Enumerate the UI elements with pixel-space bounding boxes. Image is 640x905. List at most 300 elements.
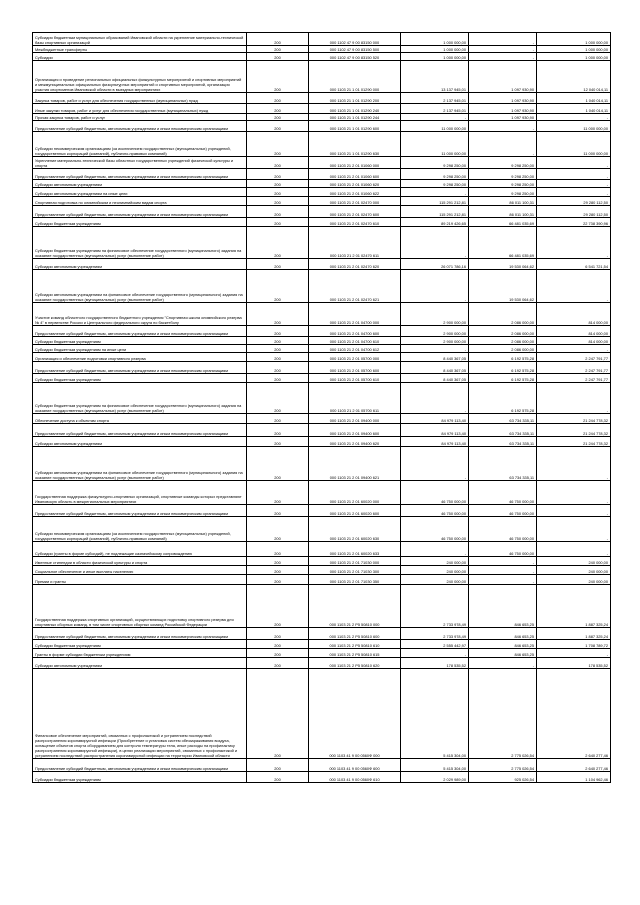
cell-b: 46 750 000,00 — [469, 505, 537, 517]
cell-code: 200 — [247, 772, 309, 783]
table-row — [33, 33, 611, 46]
cell-b: 66 481 035,69 — [469, 218, 537, 227]
cell-a: - — [401, 227, 469, 259]
cell-c: 1 104 962,46 — [537, 772, 611, 783]
table-row — [33, 383, 611, 414]
cell-desc: Иные закупки товаров, работ и услуг для обеспечения государственных (муниципальных) нужд — [33, 104, 247, 114]
cell-c: 1 708 789,72 — [537, 640, 611, 649]
cell-a: - — [401, 447, 469, 481]
cell-c: 2 247 791,77 — [537, 362, 611, 374]
table-row — [33, 437, 611, 447]
table-row — [33, 649, 611, 658]
table-row — [33, 362, 611, 374]
cell-cls: 000 1103 21 2 01 01060 000 — [309, 157, 401, 169]
cell-code: 200 — [247, 345, 309, 353]
cell-c: 2 247 791,77 — [537, 374, 611, 383]
cell-b: 63 734 335,11 — [469, 424, 537, 437]
cell-code: 200 — [247, 303, 309, 326]
cell-code: 200 — [247, 424, 309, 437]
cell-cls: 000 1103 21 2 P5 50810 610 — [309, 640, 401, 649]
cell-a: - — [401, 345, 469, 353]
cell-c: - — [537, 383, 611, 414]
cell-a: 26 071 786,16 — [401, 259, 469, 270]
cell-code: 200 — [247, 188, 309, 197]
cell-a: 178 535,52 — [401, 658, 469, 669]
cell-c: 1 040 014,11 — [537, 93, 611, 104]
cell-code: 200 — [247, 93, 309, 104]
cell-a: 9 298 250,00 — [401, 169, 469, 180]
cell-cls: 000 1102 47 9 00 83150 520 — [309, 53, 401, 61]
cell-c: - — [537, 542, 611, 557]
cell-desc: Организация и проведение региональных официальных физкультурных мероприятий и спортивных мероприятий и межмуниципальных официальных физкультурных мероприятий и спортивных мероприятий, организация участия спортсменов Ивановской области в выездных мероприятиях — [33, 61, 247, 93]
cell-a: 115 291 212,81 — [401, 197, 469, 206]
cell-c: 814 000,00 — [537, 337, 611, 345]
cell-b: - — [469, 132, 537, 157]
cell-code: 200 — [247, 640, 309, 649]
cell-code: 200 — [247, 658, 309, 669]
table-row — [33, 53, 611, 61]
cell-code: 200 — [247, 157, 309, 169]
table-row — [33, 337, 611, 345]
cell-b: - — [469, 46, 537, 53]
cell-code: 200 — [247, 505, 309, 517]
cell-desc: Предоставление субсидий бюджетным, автономным учреждениям и иным некоммерческим организациям — [33, 121, 247, 132]
cell-cls: 000 1103 21 2 01 60020 630 — [309, 517, 401, 542]
cell-cls: 000 1103 21 2 01 05700 000 — [309, 353, 401, 362]
cell-cls: 000 1102 47 9 00 83150 500 — [309, 46, 401, 53]
cell-a: 9 298 250,00 — [401, 157, 469, 169]
cell-desc: Прочая закупка товаров, работ и услуг — [33, 114, 247, 121]
cell-cls: 000 1103 21 1 01 01290 630 — [309, 132, 401, 157]
cell-c: - — [537, 114, 611, 121]
table-row — [33, 759, 611, 772]
cell-a: 84 979 113,40 — [401, 437, 469, 447]
cell-code: 200 — [247, 169, 309, 180]
cell-cls: 000 1103 21 2 01 05700 611 — [309, 383, 401, 414]
cell-c: - — [537, 447, 611, 481]
cell-code: 200 — [247, 353, 309, 362]
cell-cls: 000 1103 21 1 01 01290 244 — [309, 114, 401, 121]
table-row — [33, 270, 611, 303]
cell-code: 200 — [247, 104, 309, 114]
cell-desc: Субсидии бюджетным учреждениям на финансовое обеспечение государственного (муниципального) задания на оказание государственных (муниципальных) услуг (выполнение работ) — [33, 227, 247, 259]
cell-cls: 000 1103 21 2 P5 50810 000 — [309, 585, 401, 628]
cell-c: - — [537, 180, 611, 188]
cell-c: - — [537, 157, 611, 169]
cell-a: 11 000 000,00 — [401, 132, 469, 157]
cell-desc: Субсидии бюджетным учреждениям на финансовое обеспечение государственного (муниципального) задания на оказание государственных (муниципальных) услуг (выполнение работ) — [33, 383, 247, 414]
cell-code: 200 — [247, 566, 309, 575]
table-row — [33, 628, 611, 640]
table-row — [33, 169, 611, 180]
cell-c: - — [537, 649, 611, 658]
cell-b: 19 530 064,62 — [469, 259, 537, 270]
cell-desc: Государственная поддержка спортивных организаций, осуществляющих подготовку спортивного резерва для спортивных сборных команд, в том числе спортивных сборных команд Российской Федерации — [33, 585, 247, 628]
table-row — [33, 114, 611, 121]
table-row — [33, 218, 611, 227]
table-row — [33, 424, 611, 437]
cell-c: 29 280 112,50 — [537, 206, 611, 218]
cell-a: - — [401, 114, 469, 121]
cell-b: 1 097 930,90 — [469, 93, 537, 104]
cell-b: 46 750 000,00 — [469, 481, 537, 505]
cell-a: 2 900 000,00 — [401, 303, 469, 326]
cell-b: - — [469, 33, 537, 46]
cell-cls: 000 1103 21 1 01 01290 600 — [309, 121, 401, 132]
table-row — [33, 566, 611, 575]
cell-code: 200 — [247, 575, 309, 585]
cell-b: 9 298 250,00 — [469, 188, 537, 197]
cell-desc: Субсидии некоммерческим организациям (за исключением государственных (муниципальных) учреждений, государственных корпораций (компаний), публично-правовых компаний) — [33, 132, 247, 157]
cell-c: 22 738 390,96 — [537, 218, 611, 227]
table-row — [33, 505, 611, 517]
cell-a: - — [401, 542, 469, 557]
expenditure-table-body — [33, 33, 611, 783]
cell-b: 9 298 250,00 — [469, 169, 537, 180]
cell-code: 200 — [247, 114, 309, 121]
cell-desc: Субсидия бюджетным муниципальных образований Ивановской области на укрепление материально-технической базы спортивных организаций — [33, 33, 247, 46]
cell-c: - — [537, 505, 611, 517]
cell-a: 240 000,00 — [401, 566, 469, 575]
table-row — [33, 132, 611, 157]
cell-c: - — [537, 188, 611, 197]
table-row — [33, 93, 611, 104]
cell-cls: 000 1103 21 2 01 02470 610 — [309, 218, 401, 227]
cell-b: 2 775 026,54 — [469, 669, 537, 759]
cell-b: 2 775 026,54 — [469, 759, 537, 772]
cell-cls: 000 1103 21 2 01 09400 000 — [309, 414, 401, 424]
cell-a: - — [401, 649, 469, 658]
cell-a: 2 900 000,00 — [401, 337, 469, 345]
cell-b: 6 192 575,28 — [469, 374, 537, 383]
cell-a: 13 137 945,01 — [401, 61, 469, 93]
cell-a: 11 000 000,00 — [401, 121, 469, 132]
cell-b: 2 086 000,00 — [469, 326, 537, 337]
cell-cls: 000 1103 41 9 00 0560Ф 610 — [309, 772, 401, 783]
cell-c: 240 000,00 — [537, 566, 611, 575]
cell-a: 240 000,00 — [401, 575, 469, 585]
table-row — [33, 374, 611, 383]
cell-cls: 000 1103 21 2 01 09400 620 — [309, 437, 401, 447]
cell-code: 200 — [247, 270, 309, 303]
table-row — [33, 326, 611, 337]
cell-c: 1 040 014,11 — [537, 104, 611, 114]
cell-c: - — [537, 345, 611, 353]
cell-c: 2 640 277,46 — [537, 669, 611, 759]
cell-b: 925 026,54 — [469, 772, 537, 783]
cell-code: 200 — [247, 61, 309, 93]
cell-cls: 000 1103 21 2 01 02470 621 — [309, 270, 401, 303]
table-row — [33, 447, 611, 481]
cell-code: 200 — [247, 121, 309, 132]
cell-b: 46 750 000,00 — [469, 542, 537, 557]
cell-desc: Межбюджетные трансферты — [33, 46, 247, 53]
budget-report-page — [32, 32, 610, 783]
cell-b: - — [469, 658, 537, 669]
cell-desc: Финансовое обеспечение мероприятий, связанных с профилактикой и устранением последствий распространения коронавирусной инфекции (Приобретение и установка систем обеззараживания воздуха, оснащение объектов спорта оборудованием для контроля температуры тела, иные расходы на профилактику распространения коронавирусной инфекции), в целях реализации мероприятий, связанных с профилактикой и устранением последствий распространения коронавирусной инфекции на территории Ивановской области — [33, 669, 247, 759]
cell-code: 200 — [247, 759, 309, 772]
table-row — [33, 353, 611, 362]
cell-c: - — [537, 517, 611, 542]
cell-desc: Предоставление субсидий бюджетным, автономным учреждениям и иным некоммерческим организациям — [33, 326, 247, 337]
cell-desc: Субсидии автономным учреждениям на финансовое обеспечение государственного (муниципального) задания на оказание государственных (муниципальных) услуг (выполнение работ) — [33, 270, 247, 303]
cell-cls: 000 1103 21 2 01 09400 600 — [309, 424, 401, 437]
cell-code: 200 — [247, 669, 309, 759]
cell-desc: Государственная поддержка физкультурно-спортивных организаций, спортивные команды которых представляют Ивановскую область в межрегиональных мероприятиях — [33, 481, 247, 505]
cell-a: 84 979 113,40 — [401, 414, 469, 424]
cell-desc: Субсидии бюджетным учреждениям — [33, 640, 247, 649]
cell-desc: Субсидии — [33, 53, 247, 61]
cell-c: 240 000,00 — [537, 575, 611, 585]
cell-c: 814 000,00 — [537, 326, 611, 337]
cell-c: 6 541 721,54 — [537, 259, 611, 270]
cell-desc: Предоставление субсидий бюджетным, автономным учреждениям и иным некоммерческим организациям — [33, 362, 247, 374]
cell-desc: Предоставление субсидий бюджетным, автономным учреждениям и иным некоммерческим организациям — [33, 424, 247, 437]
cell-b: 1 097 930,90 — [469, 61, 537, 93]
cell-b: 846 653,25 — [469, 628, 537, 640]
table-row — [33, 121, 611, 132]
cell-desc: Субсидии бюджетным учреждениям на иные цели — [33, 345, 247, 353]
cell-c: 29 280 112,50 — [537, 197, 611, 206]
cell-a: 46 750 000,00 — [401, 505, 469, 517]
cell-cls: 000 1103 21 1 01 01290 000 — [309, 61, 401, 93]
cell-a: 1 000 000,00 — [401, 33, 469, 46]
cell-code: 200 — [247, 326, 309, 337]
cell-desc: Субсидии автономным учреждениям — [33, 180, 247, 188]
cell-cls: 000 1103 21 2 01 04700 610 — [309, 337, 401, 345]
cell-c: 21 244 778,32 — [537, 424, 611, 437]
cell-code: 200 — [247, 585, 309, 628]
cell-a: 8 440 367,05 — [401, 374, 469, 383]
cell-desc: Гранты в форме субсидии бюджетным учреждениям — [33, 649, 247, 658]
cell-b: 1 097 930,90 — [469, 104, 537, 114]
cell-a: - — [401, 270, 469, 303]
cell-desc: Социальное обеспечение и иные выплаты населению — [33, 566, 247, 575]
cell-code: 200 — [247, 437, 309, 447]
cell-b: 86 011 100,31 — [469, 197, 537, 206]
table-row — [33, 197, 611, 206]
cell-cls: 000 1103 21 2 P5 50810 620 — [309, 658, 401, 669]
cell-code: 200 — [247, 337, 309, 345]
cell-desc: Укрепление материально-технической базы областных государственных учреждений физической культуры и спорта — [33, 157, 247, 169]
cell-b: 66 481 035,69 — [469, 227, 537, 259]
cell-cls: 000 1103 21 2 01 09400 621 — [309, 447, 401, 481]
cell-cls: 000 1103 21 2 01 02470 620 — [309, 259, 401, 270]
cell-cls: 000 1103 21 2 01 05700 600 — [309, 362, 401, 374]
table-row — [33, 414, 611, 424]
cell-a: 8 440 367,05 — [401, 353, 469, 362]
cell-a: 46 750 000,00 — [401, 481, 469, 505]
cell-b: 2 086 000,00 — [469, 337, 537, 345]
cell-a: 1 000 000,00 — [401, 53, 469, 61]
cell-a: 2 029 989,00 — [401, 772, 469, 783]
cell-desc: Субсидии автономным учреждениям — [33, 658, 247, 669]
cell-b: - — [469, 53, 537, 61]
cell-cls: 000 1103 41 9 00 0560Ф 600 — [309, 759, 401, 772]
cell-code: 200 — [247, 180, 309, 188]
cell-b: 63 734 335,11 — [469, 447, 537, 481]
cell-desc: Именные стипендии в области физической культуры и спорта — [33, 557, 247, 566]
cell-code: 200 — [247, 628, 309, 640]
cell-a: 9 298 250,00 — [401, 180, 469, 188]
cell-desc: Предоставление субсидий бюджетным, автономным учреждениям и иным некоммерческим организациям — [33, 206, 247, 218]
table-row — [33, 557, 611, 566]
cell-b: - — [469, 575, 537, 585]
cell-c: 12 040 014,11 — [537, 61, 611, 93]
table-row — [33, 157, 611, 169]
expenditure-table — [32, 32, 611, 783]
cell-b: - — [469, 557, 537, 566]
cell-a: 2 137 945,01 — [401, 93, 469, 104]
cell-c: 2 640 277,46 — [537, 759, 611, 772]
cell-desc: Предоставление субсидий бюджетным, автономным учреждениям и иным некоммерческим организациям — [33, 628, 247, 640]
cell-code: 200 — [247, 517, 309, 542]
cell-c: 1 887 325,24 — [537, 585, 611, 628]
cell-a: 89 219 426,65 — [401, 218, 469, 227]
cell-cls: 000 1103 41 9 00 0560Ф 000 — [309, 669, 401, 759]
cell-b: 846 653,25 — [469, 585, 537, 628]
table-row — [33, 575, 611, 585]
cell-c: 178 535,52 — [537, 658, 611, 669]
table-row — [33, 772, 611, 783]
cell-desc: Предоставление субсидий бюджетным, автономным учреждениям и иным некоммерческим организациям — [33, 505, 247, 517]
cell-cls: 000 1103 21 2 01 60020 000 — [309, 481, 401, 505]
cell-cls: 000 1103 21 2 01 04700 000 — [309, 303, 401, 326]
cell-a: 115 291 212,81 — [401, 206, 469, 218]
cell-a: 2 733 978,49 — [401, 628, 469, 640]
table-row — [33, 188, 611, 197]
cell-code: 200 — [247, 383, 309, 414]
table-row — [33, 481, 611, 505]
cell-cls: 000 1103 21 2 01 01060 600 — [309, 169, 401, 180]
cell-a: 2 555 442,97 — [401, 640, 469, 649]
cell-a: 46 750 000,00 — [401, 517, 469, 542]
cell-cls: 000 1103 21 2 01 60020 633 — [309, 542, 401, 557]
cell-a: 2 137 945,01 — [401, 104, 469, 114]
cell-b: - — [469, 566, 537, 575]
cell-b: 46 750 000,00 — [469, 517, 537, 542]
table-row — [33, 658, 611, 669]
table-row — [33, 585, 611, 628]
cell-code: 200 — [247, 481, 309, 505]
cell-desc: Премии и гранты — [33, 575, 247, 585]
cell-code: 200 — [247, 132, 309, 157]
table-row — [33, 303, 611, 326]
cell-c: 1 000 000,00 — [537, 46, 611, 53]
cell-cls: 000 1103 21 2 01 60020 600 — [309, 505, 401, 517]
cell-code: 200 — [247, 259, 309, 270]
cell-desc: Субсидии бюджетным учреждениям — [33, 772, 247, 783]
cell-code: 200 — [247, 218, 309, 227]
cell-c: - — [537, 169, 611, 180]
cell-code: 200 — [247, 362, 309, 374]
cell-code: 200 — [247, 206, 309, 218]
cell-cls: 000 1103 21 1 01 01290 240 — [309, 104, 401, 114]
cell-c: 814 000,00 — [537, 303, 611, 326]
cell-a: 84 979 113,40 — [401, 424, 469, 437]
cell-code: 200 — [247, 33, 309, 46]
cell-c: 1 000 000,00 — [537, 33, 611, 46]
cell-desc: Спортивная подготовка по олимпийским и неолимпийским видам спорта — [33, 197, 247, 206]
cell-b: 2 086 000,00 — [469, 303, 537, 326]
cell-cls: 000 1103 21 2 01 71030 350 — [309, 575, 401, 585]
cell-code: 200 — [247, 414, 309, 424]
cell-cls: 000 1103 21 2 01 05700 610 — [309, 374, 401, 383]
cell-cls: 000 1103 21 2 01 01060 620 — [309, 180, 401, 188]
cell-code: 200 — [247, 542, 309, 557]
cell-a: 2 900 000,00 — [401, 326, 469, 337]
cell-desc: Субсидии бюджетным учреждениям — [33, 374, 247, 383]
cell-code: 200 — [247, 46, 309, 53]
cell-desc: Участие команд областного государственного бюджетного учреждения "Спортивная школа олимпийского резерва № 4" в первенстве России и Центрального федерального округа по баскетболу — [33, 303, 247, 326]
cell-a: - — [401, 188, 469, 197]
cell-b: 6 192 575,28 — [469, 362, 537, 374]
cell-a: 8 440 367,05 — [401, 362, 469, 374]
cell-code: 200 — [247, 447, 309, 481]
cell-cls: 000 1103 21 2 P5 50810 600 — [309, 628, 401, 640]
table-row — [33, 259, 611, 270]
cell-b: 63 734 335,11 — [469, 437, 537, 447]
cell-code: 200 — [247, 53, 309, 61]
cell-c: - — [537, 227, 611, 259]
cell-cls: 000 1103 21 1 01 01290 200 — [309, 93, 401, 104]
cell-c: 11 000 000,00 — [537, 121, 611, 132]
cell-a: 2 733 978,49 — [401, 585, 469, 628]
cell-c: - — [537, 481, 611, 505]
cell-a: 1 000 000,00 — [401, 46, 469, 53]
cell-cls: 000 1103 21 2 01 71030 000 — [309, 557, 401, 566]
cell-desc: Субсидии автономным учреждениям на иные цели — [33, 188, 247, 197]
cell-b: 846 653,25 — [469, 640, 537, 649]
cell-c: 2 247 791,77 — [537, 353, 611, 362]
table-row — [33, 46, 611, 53]
cell-c: 1 000 000,00 — [537, 53, 611, 61]
cell-desc: Организация и обеспечение подготовки спортивного резерва — [33, 353, 247, 362]
cell-code: 200 — [247, 557, 309, 566]
table-row — [33, 542, 611, 557]
cell-cls: 000 1103 21 2 01 02470 611 — [309, 227, 401, 259]
cell-cls: 000 1103 21 2 01 02470 000 — [309, 197, 401, 206]
cell-desc: Субсидии (гранты в форме субсидий), не подлежащие казначейскому сопровождению — [33, 542, 247, 557]
cell-desc: Субсидии автономным учреждениям — [33, 259, 247, 270]
cell-desc: Обеспечение доступа к объектам спорта — [33, 414, 247, 424]
table-row — [33, 517, 611, 542]
cell-a: 5 415 304,00 — [401, 759, 469, 772]
cell-code: 200 — [247, 649, 309, 658]
cell-cls: 000 1103 21 2 01 04700 600 — [309, 326, 401, 337]
table-row — [33, 640, 611, 649]
table-row — [33, 206, 611, 218]
cell-cls: 000 1103 21 2 P5 50810 615 — [309, 649, 401, 658]
cell-desc: Субсидии бюджетным учреждениям — [33, 218, 247, 227]
cell-cls: 000 1103 21 2 01 01060 622 — [309, 188, 401, 197]
cell-b: 846 653,25 — [469, 649, 537, 658]
cell-desc: Закупка товаров, работ и услуг для обеспечения государственных (муниципальных) нужд — [33, 93, 247, 104]
table-row — [33, 61, 611, 93]
table-row — [33, 345, 611, 353]
cell-a: 240 000,00 — [401, 557, 469, 566]
cell-cls: 000 1103 21 2 01 02470 600 — [309, 206, 401, 218]
table-row — [33, 227, 611, 259]
table-row — [33, 180, 611, 188]
cell-c: 1 887 325,24 — [537, 628, 611, 640]
cell-code: 200 — [247, 374, 309, 383]
cell-cls: 000 1102 47 9 00 83150 000 — [309, 33, 401, 46]
cell-b: 2 086 000,00 — [469, 345, 537, 353]
cell-b: 19 530 064,62 — [469, 270, 537, 303]
cell-c: 21 244 778,32 — [537, 414, 611, 424]
cell-a: - — [401, 383, 469, 414]
